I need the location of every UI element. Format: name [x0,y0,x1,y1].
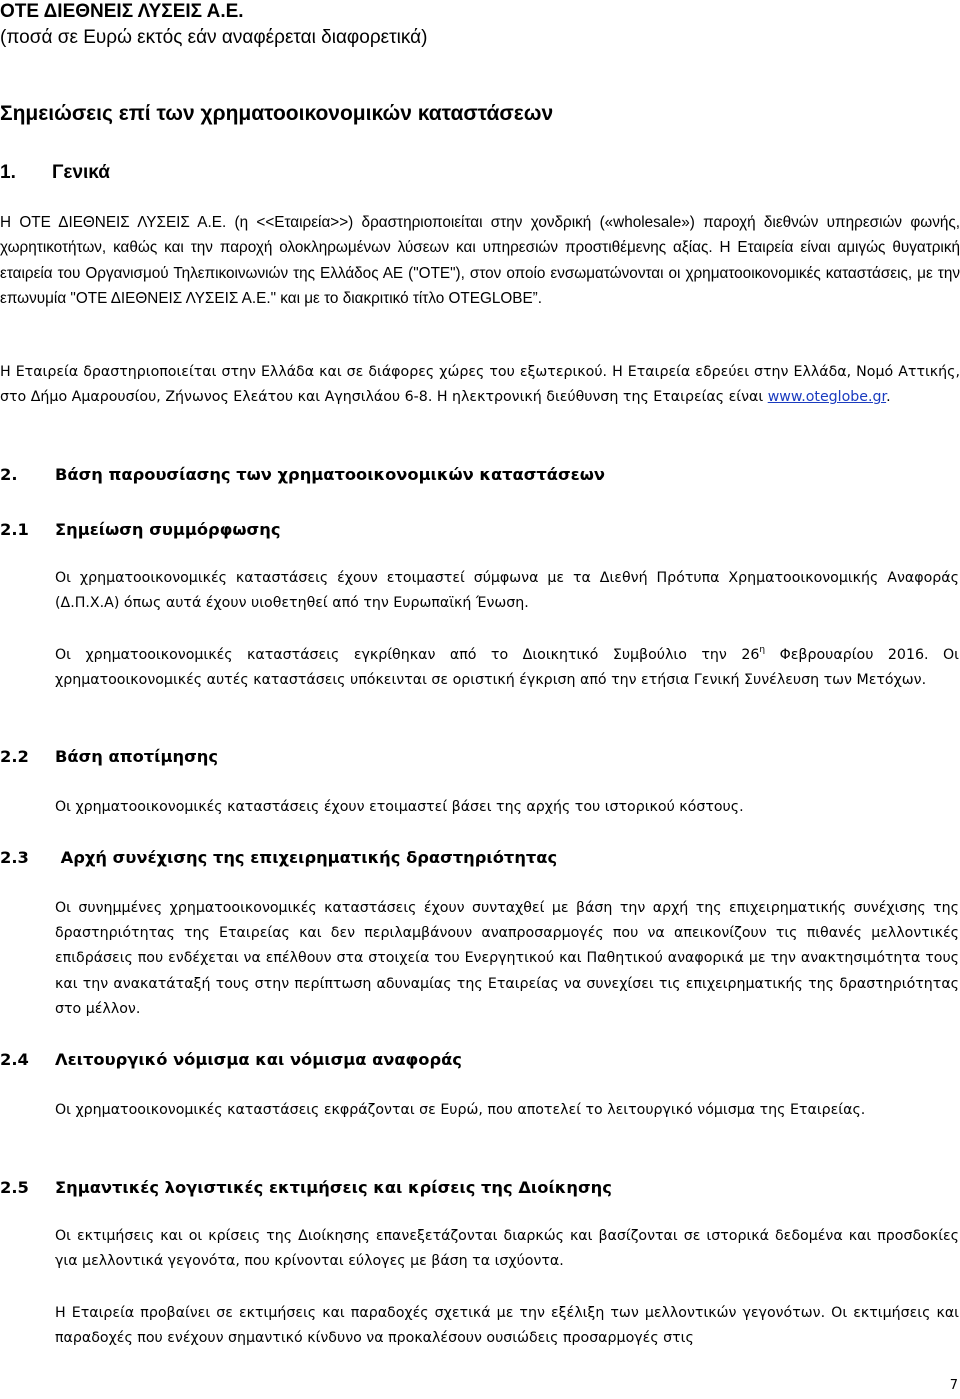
section-2-1-paragraph-2 [55,643,959,693]
section-2-2-heading [0,745,218,769]
period: . [886,389,891,406]
notes-title: Σημειώσεις επί των χρηματοοικονομικών καταστάσεων [0,102,554,125]
section-title: Βάση αποτίμησης [55,747,219,766]
section-2-5-heading [0,1176,612,1200]
section-number: 2.4 [0,1050,29,1069]
ordinal-superscript: η [759,645,766,655]
section-2-3-paragraph: Οι συνημμένες χρηματοοικονομικές καταστάσεις έχουν συνταχθεί με βάση την αρχή της επιχειρηματικής συνέχισης της δραστηριότητας της Εταιρείας και δεν περιλαμβάνουν αναπροσαρμογές που να απεικονίζουν τις πιθανές μελλοντικές επιδράσεις που ενδέχεται να επέλθουν στα στοιχεία του Ενεργητικού και Παθητικού αναφορικά με την ανακτησιμότητα τους και την ανακατάταξή τους στην περίπτωση αδυναμίας της Εταιρείας να συνεχίσει τις επιχειρηματικής της δραστηριότητας στο μέλλον. [55,900,959,1017]
section-2-1-paragraph-1: Οι χρηματοοικονομικές καταστάσεις έχουν ετοιμαστεί σύμφωνα με τα Διεθνή Πρότυπα Χρηματοοικονομικής Αναφοράς (Δ.Π.Χ.Α) όπως αυτά έχουν υιοθετηθεί από την Ευρωπαϊκή Ένωση. [55,570,959,612]
page-number: 7 [949,1378,958,1393]
section-number: 2.1 [0,520,29,539]
section-2-heading [0,463,605,487]
section-title: Γενικά [52,162,110,183]
section-2-5-paragraph-2: Η Εταιρεία προβαίνει σε εκτιμήσεις και παραδοχές σχετικά με την εξέλιξη των μελλοντικών γεγονότων. Οι εκτιμήσεις και παραδοχές που ενέχουν σημαντικό κίνδυνο να προκαλέσουν ουσιώδεις προσαρμογές στις [55,1305,959,1347]
approval-text: Οι χρηματοοικονομικές καταστάσεις εγκρίθηκαν από το Διοικητικό Συμβούλιο την 26 [55,647,760,663]
section-2-4-heading [0,1048,462,1072]
section-2-1-heading [0,518,280,542]
section-title: Σημείωση συμμόρφωσης [55,520,281,539]
section-1-location-paragraph [0,360,960,411]
section-title: Λειτουργικό νόμισμα και νόμισμα αναφοράς [55,1050,462,1069]
section-title: Σημαντικές λογιστικές εκτιμήσεις και κρίσεις της Διοίκησης [55,1178,612,1197]
section-number: 1. [0,162,16,183]
section-number: 2.2 [0,747,29,766]
company-name: ΟΤΕ ΔΙΕΘΝΕΙΣ ΛΥΣΕΙΣ Α.Ε. [0,1,244,22]
approval-text-continued: Φεβρουαρίου 2016. Οι χρηματοοικονομικές αυτές καταστάσεις υπόκεινται σε οριστική έγκριση από την ετήσια Γενική Συνέλευση των Μετόχων. [55,647,959,689]
section-2-5-paragraph-1: Οι εκτιμήσεις και οι κρίσεις της Διοίκησης επανεξετάζονται διαρκώς και βασίζονται σε ιστορικά δεδομένα και προσδοκίες για μελλοντικά γεγονότα, που κρίνονται εύλογες με βάση τα ισχύοντα. [55,1228,959,1270]
section-2-3-heading [0,846,557,870]
section-number: 2.5 [0,1178,29,1197]
section-2-2-paragraph: Οι χρηματοοικονομικές καταστάσεις έχουν ετοιμαστεί βάσει της αρχής του ιστορικού κόστους. [55,799,744,815]
section-title: Βάση παρουσίασης των χρηματοοικονομικών καταστάσεων [55,465,605,484]
currency-note: (ποσά σε Ευρώ εκτός εάν αναφέρεται διαφορετικά) [0,27,428,48]
section-title: Αρχή συνέχισης της επιχειρηματικής δραστηριότητας [55,848,558,867]
section-1-intro: Η ΟΤΕ ΔΙΕΘΝΕΙΣ ΛΥΣΕΙΣ Α.Ε. (η <<Εταιρεία>>) δραστηριοποιείται στην χονδρική («wholesale») παροχή διεθνών υπηρεσιών φωνής, χωρητικοτήτων, καθώς και την παροχή ολοκληρωμένων λύσεων και υπηρεσιών προστιθέμενης αξίας. Η Εταιρεία είναι αμιγώς θυγατρική εταιρεία του Οργανισμού Τηλεπικοινωνιών της Ελλάδος ΑΕ ("ΟΤΕ"), στον οποίο ενσωματώνονται οι χρηματοοικονομικές καταστάσεις, με την επωνυμία "ΟΤΕ ΔΙΕΘΝΕΙΣ ΛΥΣΕΙΣ Α.Ε." και με το διακριτικό τίτλο ΟΤEGLOBE”. [0,214,960,307]
section-1-heading [0,160,110,186]
section-number: 2. [0,465,18,484]
location-text: Η Εταιρεία δραστηριοποιείται στην Ελλάδα και σε διάφορες χώρες του εξωτερικού. Η Εταιρεία εδρεύει στην Ελλάδα, Νομό Αττικής, στο Δήμο Αμαρουσίου, Ζήνωνος Ελεάτου και Αγησιλάου 6-8. Η ηλεκτρονική διεύθυνση της Εταιρείας είναι [0,364,960,406]
website-link[interactable]: www.oteglobe.gr [767,389,887,406]
section-number: 2.3 [0,848,29,867]
section-2-4-paragraph: Οι χρηματοοικονομικές καταστάσεις εκφράζονται σε Ευρώ, που αποτελεί το λειτουργικό νόμισμα της Εταιρείας. [55,1102,866,1118]
